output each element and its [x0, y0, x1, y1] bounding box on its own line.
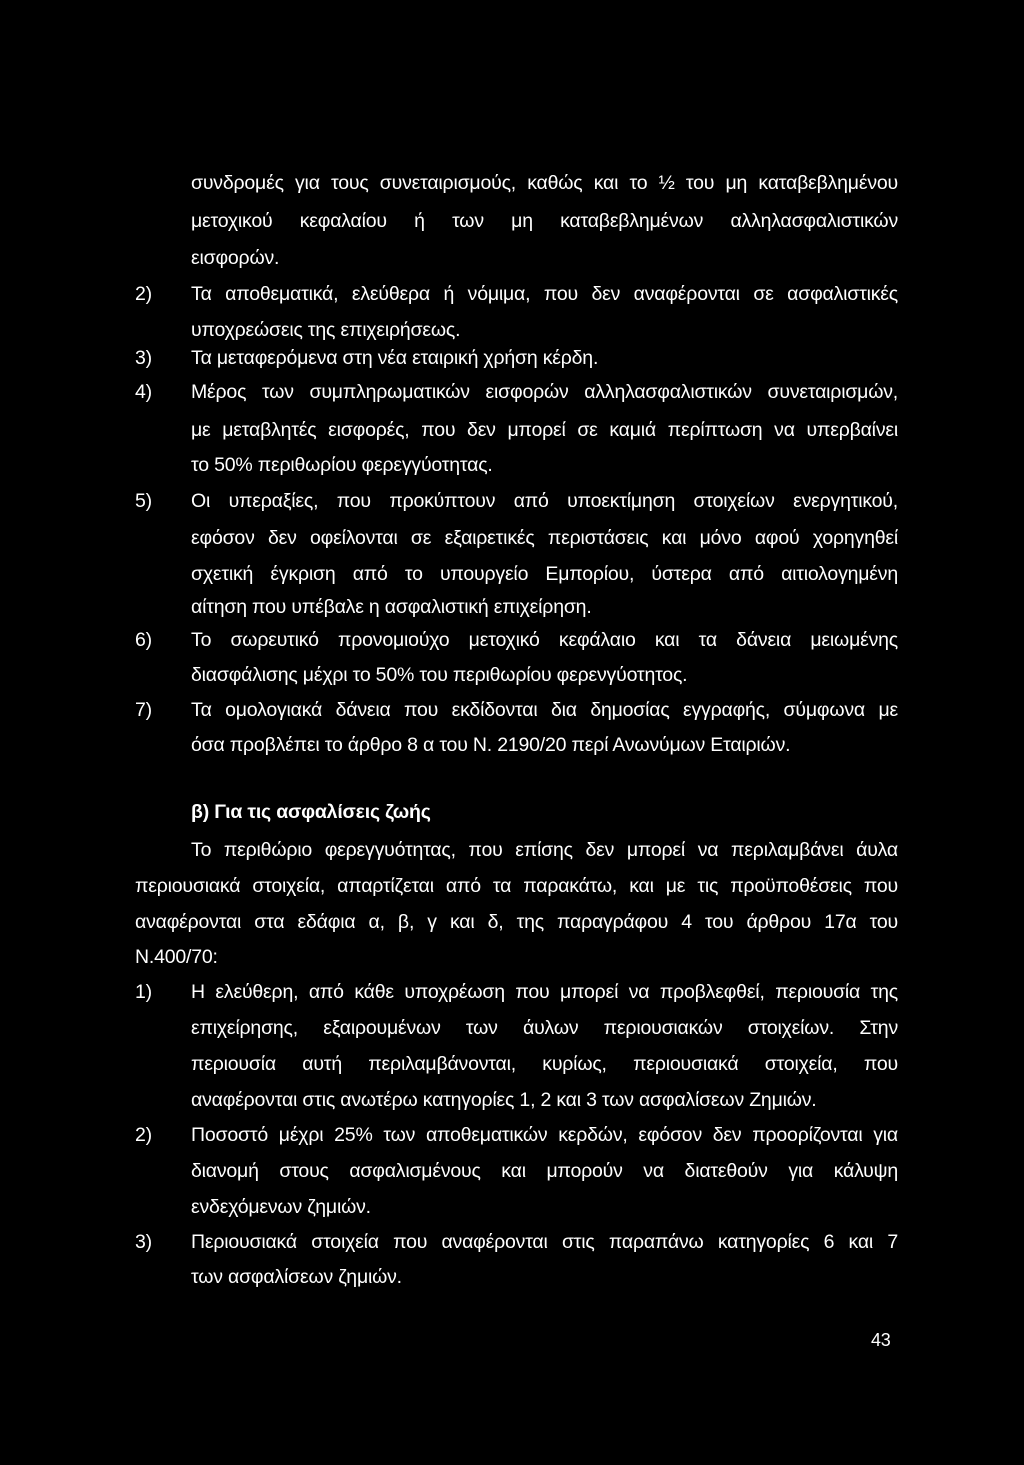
list-item-line: το 50% περιθωρίου φερεγγύοτητας. [191, 454, 493, 476]
intro-line: συνδρομές για τους συνεταιρισμούς, καθώς και το ½ του μη καταβεβλημένου [191, 172, 898, 194]
list-item-line: Τα ομολογιακά δάνεια που εκδίδονται δια δημοσίας εγγραφής, σύμφωνα με [191, 699, 898, 721]
list-item-number: 6) [135, 629, 152, 651]
list-item-line: αίτηση που υπέβαλε η ασφαλιστική επιχείρηση. [191, 596, 592, 618]
list-item-line: όσα προβλέπει το άρθρο 8 α του Ν. 2190/20 περί Ανωνύμων Εταιριών. [191, 734, 791, 756]
paragraph-line: περιουσιακά στοιχεία, απαρτίζεται από τα παρακάτω, και με τις προϋποθέσεις που [135, 875, 898, 897]
list-item-line: ενδεχόμενων ζημιών. [191, 1196, 371, 1218]
list-item-line: Τα αποθεματικά, ελεύθερα ή νόμιμα, που δεν αναφέρονται σε ασφαλιστικές [191, 283, 898, 305]
list-item-line: των ασφαλίσεων ζημιών. [191, 1266, 402, 1288]
list-item-line: διασφάλισης μέχρι το 50% του περιθωρίου φερενγύοτητος. [191, 664, 688, 686]
list-item-number: 2) [135, 283, 152, 305]
list-item-line: αναφέρονται στις ανωτέρω κατηγορίες 1, 2 και 3 των ασφαλίσεων Ζημιών. [191, 1089, 817, 1111]
list-item-line: επιχείρησης, εξαιρουμένων των άυλων περιουσιακών στοιχείων. Στην [191, 1017, 898, 1039]
list-item-line: διανομή στους ασφαλισμένους και μπορούν να διατεθούν για κάλυψη [191, 1160, 898, 1182]
list-item-line: περιουσία αυτή περιλαμβάνονται, κυρίως, περιουσιακά στοιχεία, που [191, 1053, 898, 1075]
list-item-number: 2) [135, 1124, 152, 1146]
list-item-line: Οι υπεραξίες, που προκύπτουν από υποεκτίμηση στοιχείων ενεργητικού, [191, 490, 898, 512]
paragraph-line: αναφέρονται στα εδάφια α, β, γ και δ, της παραγράφου 4 του άρθρου 17α του [135, 911, 898, 933]
list-item-line: Μέρος των συμπληρωματικών εισφορών αλληλασφαλιστικών συνεταιρισμών, [191, 381, 898, 403]
intro-line: μετοχικού κεφαλαίου ή των μη καταβεβλημένων αλληλασφαλιστικών [191, 210, 898, 232]
intro-line: εισφορών. [191, 247, 280, 269]
list-item-line: Η ελεύθερη, από κάθε υποχρέωση που μπορεί να προβλεφθεί, περιουσία της [191, 981, 898, 1003]
list-item-number: 3) [135, 347, 152, 369]
list-item-line: εφόσον δεν οφείλονται σε εξαιρετικές περιστάσεις και μόνο αφού χορηγηθεί [191, 527, 898, 549]
list-item-line: Το σωρευτικό προνομιούχο μετοχικό κεφάλαιο και τα δάνεια μειωμένης [191, 629, 898, 651]
list-item-number: 4) [135, 381, 152, 403]
list-item-line: Περιουσιακά στοιχεία που αναφέρονται στις παραπάνω κατηγορίες 6 και 7 [191, 1231, 898, 1253]
page-number: 43 [871, 1330, 891, 1350]
paragraph-line: Το περιθώριο φερεγγυότητας, που επίσης δεν μπορεί να περιλαμβάνει άυλα [191, 839, 898, 861]
list-item-number: 5) [135, 490, 152, 512]
list-item-number: 3) [135, 1231, 152, 1253]
paragraph-line: Ν.400/70: [135, 946, 218, 968]
list-item-number: 1) [135, 981, 152, 1003]
list-item-line: με μεταβλητές εισφορές, που δεν μπορεί σε καμιά περίπτωση να υπερβαίνει [191, 419, 898, 441]
section-heading: β) Για τις ασφαλίσεις ζωής [191, 801, 431, 823]
list-item-line: σχετική έγκριση από το υπουργείο Εμπορίου, ύστερα από αιτιολογημένη [191, 563, 898, 585]
list-item-line: Ποσοστό μέχρι 25% των αποθεματικών κερδών, εφόσον δεν προορίζονται για [191, 1124, 898, 1146]
list-item-number: 7) [135, 699, 152, 721]
list-item-line: Τα μεταφερόμενα στη νέα εταιρική χρήση κέρδη. [191, 347, 599, 369]
list-item-line: υποχρεώσεις της επιχειρήσεως. [191, 319, 461, 341]
